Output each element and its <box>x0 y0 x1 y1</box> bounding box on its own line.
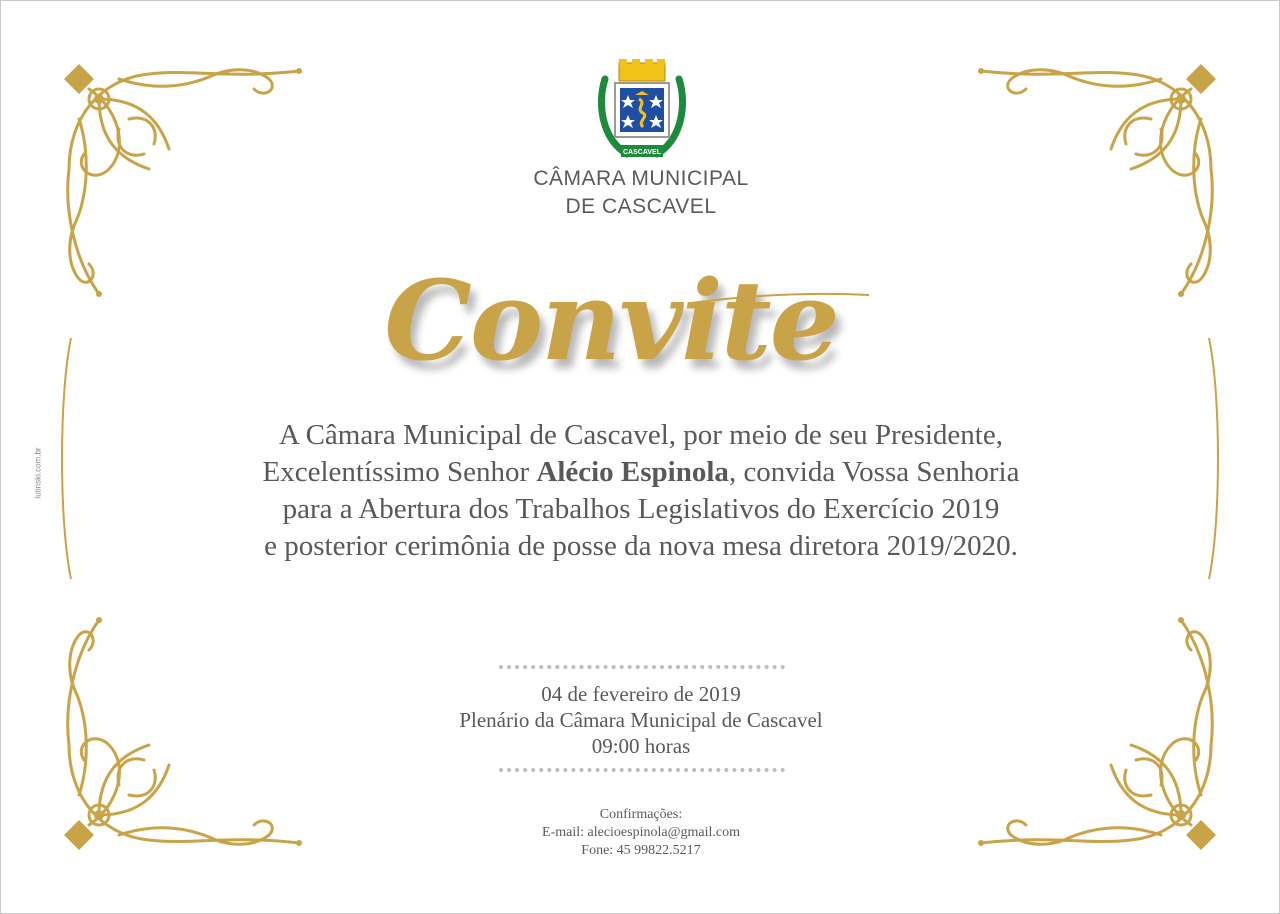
event-details <box>341 681 941 759</box>
rsvp-phone: Fone: 45 99822.5217 <box>581 843 701 858</box>
rsvp-contact <box>441 806 841 860</box>
organization-name-line1: CÂMARA MUNICIPAL <box>533 167 749 190</box>
title-swash <box>691 289 871 305</box>
body-line-2-pre: Excelentíssimo Senhor <box>262 456 537 488</box>
body-line-1: A Câmara Municipal de Cascavel, por meio de seu Presidente, <box>279 419 1003 451</box>
title-block <box>361 251 901 401</box>
event-place: Plenário da Câmara Municipal de Cascavel <box>459 708 823 732</box>
invitation-title: Convite <box>384 256 838 385</box>
invitation-body <box>151 417 1131 565</box>
president-name: Alécio Espinola <box>536 456 729 488</box>
designer-credit-text: lutinski.com.br <box>33 447 43 499</box>
body-line-2 <box>151 454 1131 491</box>
rsvp-email: E-mail: alecioespinola@gmail.com <box>542 825 740 840</box>
corner-ornament-top-left <box>59 59 304 304</box>
designer-credit <box>31 423 45 523</box>
side-flourish-left <box>57 336 77 581</box>
event-date: 04 de fevereiro de 2019 <box>541 682 741 706</box>
organization-name-line2: DE CASCAVEL <box>565 195 717 218</box>
corner-ornament-bottom-right <box>976 610 1221 855</box>
body-line-2-post: , convida Vossa Senhoria <box>728 456 1020 488</box>
dotted-divider-top <box>499 665 785 669</box>
rsvp-heading: Confirmações: <box>599 807 683 822</box>
corner-ornament-bottom-left <box>59 610 304 855</box>
corner-ornament-top-right <box>976 59 1221 304</box>
side-flourish-right <box>1203 336 1223 581</box>
body-line-3: para a Abertura dos Trabalhos Legislativos do Exercício 2019 <box>282 493 1000 525</box>
crest-ribbon-label: CASCAVEL <box>623 149 661 156</box>
event-time: 09:00 horas <box>591 734 691 758</box>
body-line-4: e posterior cerimônia de posse da nova mesa diretora 2019/2020. <box>264 530 1018 562</box>
dotted-divider-bottom <box>499 768 785 772</box>
organization-name <box>441 165 841 221</box>
city-crest-icon <box>597 59 687 164</box>
